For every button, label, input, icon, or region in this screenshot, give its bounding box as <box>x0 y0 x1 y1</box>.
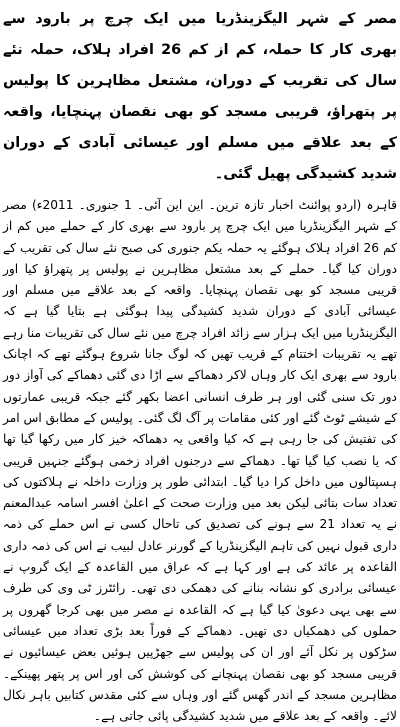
article-headline: مصر کے شہر الیگزینڈریا میں ایک چرچ پر بارود سے بھری کار کا حملہ، کم از کم 26 افراد ہلاک، حملہ نئے سال کی تقریب کے دوران، مشتعل مظاہرین کا پولیس پر پتھراؤ، قریبی مسجد کو بھی نقصان پہنچایا، واقعہ کے بعد علاقے میں مسلم اور عیسائی آبادی کے دوران شدید کشیدگی پھیل گئی۔ <box>3 11 397 182</box>
article-body: قاہرہ (اردو پوائنٹ اخبار تازہ ترین۔ این این آئی۔ 1 جنوری۔ 2011ء) مصر کے شہر الیگزینڈریا میں ایک چرچ پر بارود سے بھری کار کے حملے میں کم از کم 26 افراد ہلاک ہوگئے یہ حملہ یکم جنوری کی صبح نئے سال کی تقریب کے دوران کیا گیا۔ حملے کے بعد مشتعل مظاہرین نے پولیس پر پتھراؤ کیا اور قریبی مسجد کو بھی نقصان پہنچایا۔ واقعہ کے بعد علاقے میں مسلم اور عیسائی آبادی کے دوران شدید کشیدگی پیدا ہوگئی ہے بتایا گیا ہے کہ الیگزینڈریا میں ایک ہزار سے زائد افراد چرچ میں نئے سال کی تقریبات منا رہے تھے یہ تقریبات اختتام کے قریب تھیں کہ لوگ جانا شروع ہوگئے تھے کہ اچانک بارود سے بھری ایک کار وہاں لاکر دھماکے سے اڑا دی گئی دھماکے کی آواز دور دور تک سنی گئی اور ہر طرف انسانی اعضا بکھر گئے جبکہ قریبی عمارتوں کے شیشے ٹوٹ گئے اور کئی مقامات پر آگ لگ گئی۔ پولیس کے مطابق اس امر کی تفتیش کی جا رہی ہے کہ کیا واقعی یہ دھماکہ خیز کار میں رکھا گیا تھا کہ یا نصب کیا گیا تھا۔ دھماکے سے درجنوں افراد زخمی ہوگئے جنہیں قریبی ہسپتالوں میں داخل کرا دیا گیا۔ ابتدائی طور پر وزارت داخلہ نے ہلاکتوں کی تعداد سات بتائی لیکن بعد میں وزارت صحت کے اعلیٰ افسر اسامہ عبدالمعنم نے یہ تعداد 21 سے ہونے کی تصدیق کی تاحال کسی نے اس حملے کی ذمہ داری قبول نہیں کی تاہم الیگزینڈریا کے گورنر عادل لبیب نے اس کی ذمہ داری القاعدہ پر عائد کی ہے اور کہا ہے کہ عراق میں القاعدہ کے ایک گروپ نے عیسائی برادری کو نشانہ بنانے کی دھمکی دی تھی۔ رائٹرز ٹی وی کی طرف سے بھی یہی دعویٰ کیا گیا ہے کہ القاعدہ نے مصر میں بھی کرجا گھروں پر حملوں کی دھمکیاں دی تھیں۔ دھماکے کے فوراً بعد بڑی تعداد میں عیسائی سڑکوں پر نکل آئے اور ان کی پولیس سے جھڑپیں ہوئیں بعض عیسائیوں نے قریبی مسجد کو بھی نقصان پہنچانے کی کوشش کی اور اس پر پتھر پھینکے۔ مظاہرین مسجد کے اندر گھس گئے اور وہاں سے کئی مقدس کتابیں باہر نکال لائے۔ واقعہ کے بعد علاقے میں شدید کشیدگی پائی جاتی ہے۔ <box>3 198 398 724</box>
